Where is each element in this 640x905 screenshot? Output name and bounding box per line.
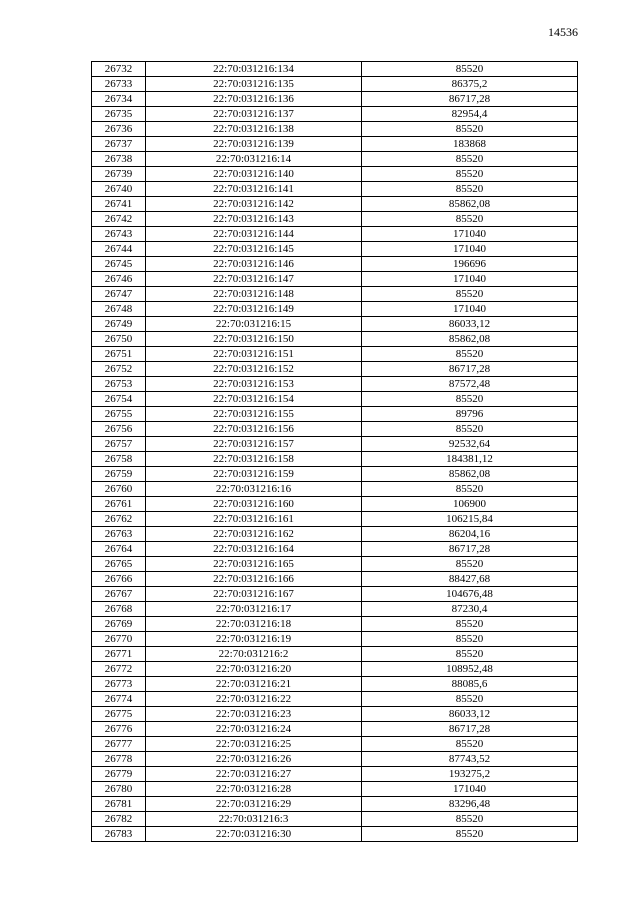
cadastral-value-cell: 85520 [362,167,578,182]
cadastral-value-cell: 87230,4 [362,602,578,617]
table-row [92,122,578,137]
table-row [92,782,578,797]
table-row [92,62,578,77]
table-row [92,212,578,227]
row-index-cell: 26736 [92,122,146,137]
cadastral-number-cell: 22:70:031216:17 [146,602,362,617]
cadastral-number-cell: 22:70:031216:142 [146,197,362,212]
table-row [92,797,578,812]
cadastral-number-cell: 22:70:031216:164 [146,542,362,557]
row-index-cell: 26783 [92,827,146,842]
row-index-cell: 26740 [92,182,146,197]
table-row [92,347,578,362]
cadastral-number-cell: 22:70:031216:28 [146,782,362,797]
table-row [92,827,578,842]
row-index-cell: 26739 [92,167,146,182]
row-index-cell: 26754 [92,392,146,407]
cadastral-number-cell: 22:70:031216:144 [146,227,362,242]
table-row [92,707,578,722]
cadastral-number-cell: 22:70:031216:166 [146,572,362,587]
table-row [92,362,578,377]
row-index-cell: 26767 [92,587,146,602]
row-index-cell: 26744 [92,242,146,257]
row-index-cell: 26733 [92,77,146,92]
row-index-cell: 26760 [92,482,146,497]
row-index-cell: 26750 [92,332,146,347]
row-index-cell: 26734 [92,92,146,107]
cadastral-value-cell: 171040 [362,242,578,257]
row-index-cell: 26769 [92,617,146,632]
cadastral-number-cell: 22:70:031216:149 [146,302,362,317]
table-row [92,317,578,332]
cadastral-value-cell: 184381,12 [362,452,578,467]
table-row [92,437,578,452]
row-index-cell: 26776 [92,722,146,737]
row-index-cell: 26773 [92,677,146,692]
row-index-cell: 26765 [92,557,146,572]
cadastral-value-cell: 86717,28 [362,362,578,377]
row-index-cell: 26747 [92,287,146,302]
cadastral-number-cell: 22:70:031216:135 [146,77,362,92]
cadastral-number-cell: 22:70:031216:148 [146,287,362,302]
row-index-cell: 26759 [92,467,146,482]
table-row [92,602,578,617]
cadastral-value-cell: 106900 [362,497,578,512]
cadastral-number-cell: 22:70:031216:156 [146,422,362,437]
cadastral-number-cell: 22:70:031216:154 [146,392,362,407]
cadastral-value-cell: 171040 [362,782,578,797]
table-row [92,272,578,287]
cadastral-number-cell: 22:70:031216:162 [146,527,362,542]
cadastral-value-cell: 86717,28 [362,542,578,557]
page-number: 14536 [548,25,578,39]
table-row [92,572,578,587]
row-index-cell: 26766 [92,572,146,587]
cadastral-number-cell: 22:70:031216:160 [146,497,362,512]
cadastral-value-cell: 86033,12 [362,707,578,722]
table-row [92,767,578,782]
row-index-cell: 26751 [92,347,146,362]
table-row [92,227,578,242]
table-row [92,137,578,152]
cadastral-value-cell: 83296,48 [362,797,578,812]
cadastral-value-cell: 85520 [362,62,578,77]
cadastral-value-cell: 85520 [362,422,578,437]
cadastral-value-cell: 88427,68 [362,572,578,587]
table-row [92,557,578,572]
cadastral-value-cell: 86204,16 [362,527,578,542]
row-index-cell: 26779 [92,767,146,782]
row-index-cell: 26762 [92,512,146,527]
row-index-cell: 26781 [92,797,146,812]
cadastral-value-cell: 85520 [362,212,578,227]
row-index-cell: 26768 [92,602,146,617]
table-row [92,512,578,527]
row-index-cell: 26745 [92,257,146,272]
row-index-cell: 26770 [92,632,146,647]
cadastral-number-cell: 22:70:031216:150 [146,332,362,347]
cadastral-value-cell: 171040 [362,272,578,287]
cadastral-number-cell: 22:70:031216:146 [146,257,362,272]
cadastral-number-cell: 22:70:031216:141 [146,182,362,197]
table-row [92,662,578,677]
cadastral-number-cell: 22:70:031216:155 [146,407,362,422]
cadastral-value-cell: 85520 [362,392,578,407]
cadastral-value-cell: 85520 [362,737,578,752]
row-index-cell: 26735 [92,107,146,122]
cadastral-value-cell: 196696 [362,257,578,272]
table-row [92,527,578,542]
row-index-cell: 26732 [92,62,146,77]
table-row [92,392,578,407]
row-index-cell: 26774 [92,692,146,707]
row-index-cell: 26778 [92,752,146,767]
cadastral-value-cell: 85520 [362,812,578,827]
table-row [92,257,578,272]
table-body [92,62,578,842]
cadastral-value-cell: 85520 [362,182,578,197]
cadastral-value-cell: 104676,48 [362,587,578,602]
table-row [92,287,578,302]
table-row [92,677,578,692]
cadastral-value-cell: 106215,84 [362,512,578,527]
cadastral-value-cell: 85862,08 [362,197,578,212]
row-index-cell: 26741 [92,197,146,212]
cadastral-value-table [91,61,578,842]
cadastral-value-cell: 171040 [362,227,578,242]
cadastral-value-cell: 86717,28 [362,92,578,107]
cadastral-number-cell: 22:70:031216:25 [146,737,362,752]
cadastral-number-cell: 22:70:031216:21 [146,677,362,692]
cadastral-number-cell: 22:70:031216:147 [146,272,362,287]
table-row [92,587,578,602]
row-index-cell: 26738 [92,152,146,167]
cadastral-value-cell: 92532,64 [362,437,578,452]
cadastral-value-cell: 85520 [362,632,578,647]
cadastral-value-cell: 193275,2 [362,767,578,782]
table-row [92,752,578,767]
cadastral-number-cell: 22:70:031216:138 [146,122,362,137]
row-index-cell: 26772 [92,662,146,677]
row-index-cell: 26782 [92,812,146,827]
row-index-cell: 26775 [92,707,146,722]
table-row [92,722,578,737]
cadastral-number-cell: 22:70:031216:22 [146,692,362,707]
cadastral-value-cell: 85862,08 [362,467,578,482]
cadastral-value-cell: 85520 [362,827,578,842]
cadastral-number-cell: 22:70:031216:167 [146,587,362,602]
cadastral-number-cell: 22:70:031216:145 [146,242,362,257]
row-index-cell: 26757 [92,437,146,452]
cadastral-number-cell: 22:70:031216:136 [146,92,362,107]
table-row [92,242,578,257]
row-index-cell: 26755 [92,407,146,422]
cadastral-value-cell: 85520 [362,287,578,302]
table-row [92,497,578,512]
table-row [92,182,578,197]
cadastral-number-cell: 22:70:031216:14 [146,152,362,167]
cadastral-number-cell: 22:70:031216:20 [146,662,362,677]
row-index-cell: 26743 [92,227,146,242]
row-index-cell: 26746 [92,272,146,287]
cadastral-number-cell: 22:70:031216:137 [146,107,362,122]
cadastral-number-cell: 22:70:031216:134 [146,62,362,77]
cadastral-value-cell: 85520 [362,122,578,137]
cadastral-number-cell: 22:70:031216:2 [146,647,362,662]
cadastral-value-cell: 89796 [362,407,578,422]
table-row [92,107,578,122]
row-index-cell: 26752 [92,362,146,377]
table-row [92,467,578,482]
cadastral-value-cell: 85520 [362,647,578,662]
row-index-cell: 26771 [92,647,146,662]
row-index-cell: 26764 [92,542,146,557]
row-index-cell: 26758 [92,452,146,467]
row-index-cell: 26780 [92,782,146,797]
row-index-cell: 26756 [92,422,146,437]
table-row [92,737,578,752]
table-row [92,302,578,317]
cadastral-number-cell: 22:70:031216:139 [146,137,362,152]
cadastral-number-cell: 22:70:031216:158 [146,452,362,467]
cadastral-number-cell: 22:70:031216:165 [146,557,362,572]
table-row [92,197,578,212]
cadastral-value-cell: 171040 [362,302,578,317]
table-row [92,452,578,467]
cadastral-number-cell: 22:70:031216:140 [146,167,362,182]
cadastral-number-cell: 22:70:031216:29 [146,797,362,812]
row-index-cell: 26742 [92,212,146,227]
cadastral-number-cell: 22:70:031216:157 [146,437,362,452]
cadastral-value-cell: 88085,6 [362,677,578,692]
cadastral-number-cell: 22:70:031216:159 [146,467,362,482]
table-row [92,377,578,392]
cadastral-number-cell: 22:70:031216:15 [146,317,362,332]
cadastral-value-cell: 108952,48 [362,662,578,677]
row-index-cell: 26737 [92,137,146,152]
cadastral-value-cell: 86375,2 [362,77,578,92]
table-row [92,632,578,647]
table-row [92,167,578,182]
table-row [92,152,578,167]
cadastral-value-cell: 82954,4 [362,107,578,122]
cadastral-number-cell: 22:70:031216:152 [146,362,362,377]
cadastral-value-cell: 87743,52 [362,752,578,767]
cadastral-value-cell: 85520 [362,152,578,167]
row-index-cell: 26748 [92,302,146,317]
table-row [92,422,578,437]
table-row [92,332,578,347]
row-index-cell: 26749 [92,317,146,332]
cadastral-number-cell: 22:70:031216:30 [146,827,362,842]
table-row [92,482,578,497]
cadastral-number-cell: 22:70:031216:16 [146,482,362,497]
table-row [92,542,578,557]
cadastral-number-cell: 22:70:031216:143 [146,212,362,227]
row-index-cell: 26761 [92,497,146,512]
cadastral-value-cell: 85520 [362,347,578,362]
row-index-cell: 26763 [92,527,146,542]
cadastral-value-cell: 85520 [362,617,578,632]
cadastral-number-cell: 22:70:031216:27 [146,767,362,782]
cadastral-value-cell: 85862,08 [362,332,578,347]
row-index-cell: 26777 [92,737,146,752]
table-row [92,407,578,422]
table-row [92,77,578,92]
table-row [92,92,578,107]
table-row [92,812,578,827]
cadastral-number-cell: 22:70:031216:19 [146,632,362,647]
cadastral-number-cell: 22:70:031216:23 [146,707,362,722]
table-row [92,617,578,632]
row-index-cell: 26753 [92,377,146,392]
cadastral-number-cell: 22:70:031216:18 [146,617,362,632]
cadastral-value-cell: 85520 [362,692,578,707]
cadastral-value-cell: 183868 [362,137,578,152]
cadastral-number-cell: 22:70:031216:153 [146,377,362,392]
cadastral-value-cell: 87572,48 [362,377,578,392]
cadastral-number-cell: 22:70:031216:161 [146,512,362,527]
cadastral-value-cell: 86033,12 [362,317,578,332]
table-row [92,692,578,707]
cadastral-number-cell: 22:70:031216:24 [146,722,362,737]
cadastral-value-cell: 86717,28 [362,722,578,737]
table-row [92,647,578,662]
cadastral-value-cell: 85520 [362,482,578,497]
cadastral-number-cell: 22:70:031216:3 [146,812,362,827]
cadastral-value-cell: 85520 [362,557,578,572]
cadastral-number-cell: 22:70:031216:151 [146,347,362,362]
cadastral-number-cell: 22:70:031216:26 [146,752,362,767]
